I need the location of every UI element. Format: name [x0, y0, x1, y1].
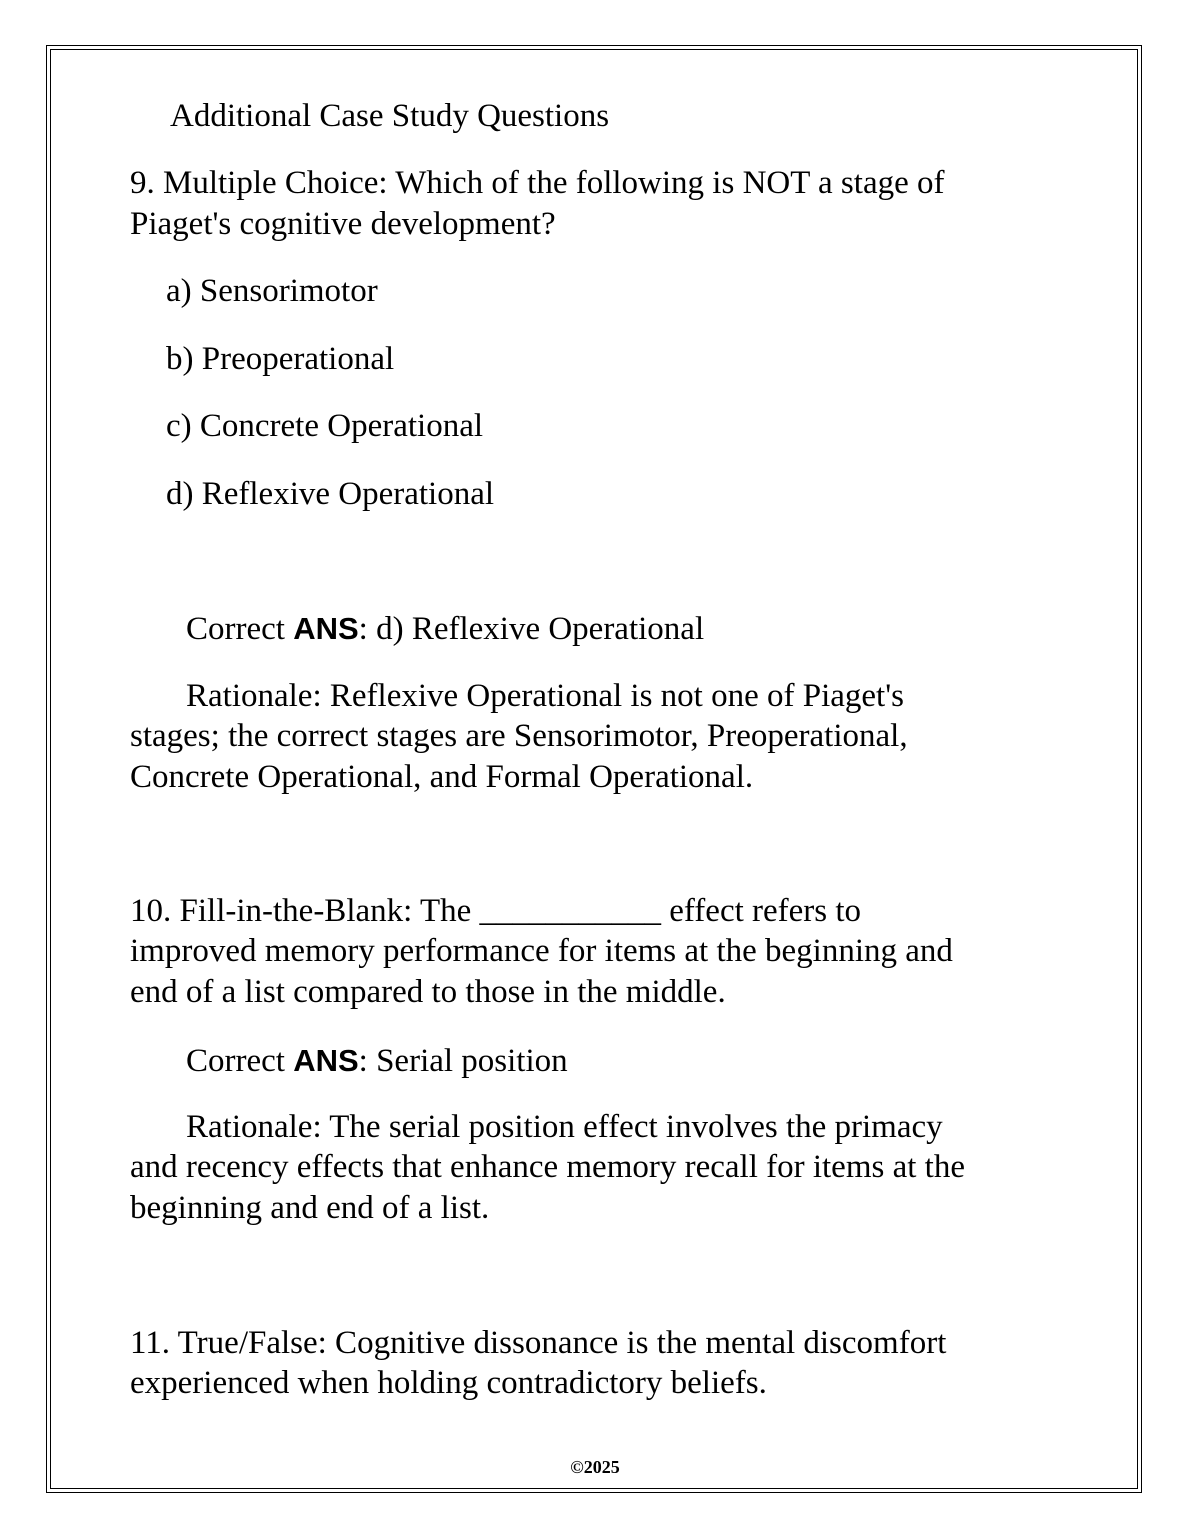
q9-option-a: a) Sensorimotor [166, 273, 378, 309]
q9-rationale-line-1: Rationale: Reflexive Operational is not one of Piaget's [186, 678, 905, 714]
answer-keyword: ANS [293, 1043, 359, 1078]
answer-value: : Serial position [358, 1043, 568, 1079]
q10-rationale-line-1: Rationale: The serial position effect involves the primacy [186, 1109, 943, 1145]
answer-prefix: Correct [186, 611, 294, 647]
q10-text-line-1: 10. Fill-in-the-Blank: The ___________ effect refers to [130, 893, 862, 929]
q10-correct-answer [186, 1040, 568, 1082]
answer-keyword: ANS [293, 611, 359, 646]
q9-text-line-2: Piaget's cognitive development? [130, 206, 556, 242]
q9-option-c: c) Concrete Operational [166, 408, 484, 444]
q10-rationale-line-2: and recency effects that enhance memory recall for items at the [130, 1149, 965, 1185]
answer-prefix: Correct [186, 1043, 294, 1079]
q9-correct-answer [186, 608, 704, 650]
q9-rationale-line-2: stages; the correct stages are Sensorimotor, Preoperational, [130, 718, 908, 754]
q9-option-b: b) Preoperational [166, 341, 395, 377]
q9-text-line-1: 9. Multiple Choice: Which of the following is NOT a stage of [130, 165, 945, 201]
q10-text-line-2: improved memory performance for items at the beginning and [130, 933, 953, 969]
q11-text-line-2: experienced when holding contradictory beliefs. [130, 1365, 767, 1401]
q11-text-line-1: 11. True/False: Cognitive dissonance is the mental discomfort [130, 1325, 947, 1361]
answer-value: : d) Reflexive Operational [358, 611, 705, 647]
q10-rationale-line-3: beginning and end of a list. [130, 1190, 490, 1226]
q9-rationale-line-3: Concrete Operational, and Formal Operational. [130, 759, 754, 795]
q10-text-line-3: end of a list compared to those in the middle. [130, 974, 726, 1010]
section-heading: Additional Case Study Questions [170, 98, 610, 134]
copyright-footer: ©2025 [570, 1457, 620, 1477]
q9-option-d: d) Reflexive Operational [166, 476, 495, 512]
